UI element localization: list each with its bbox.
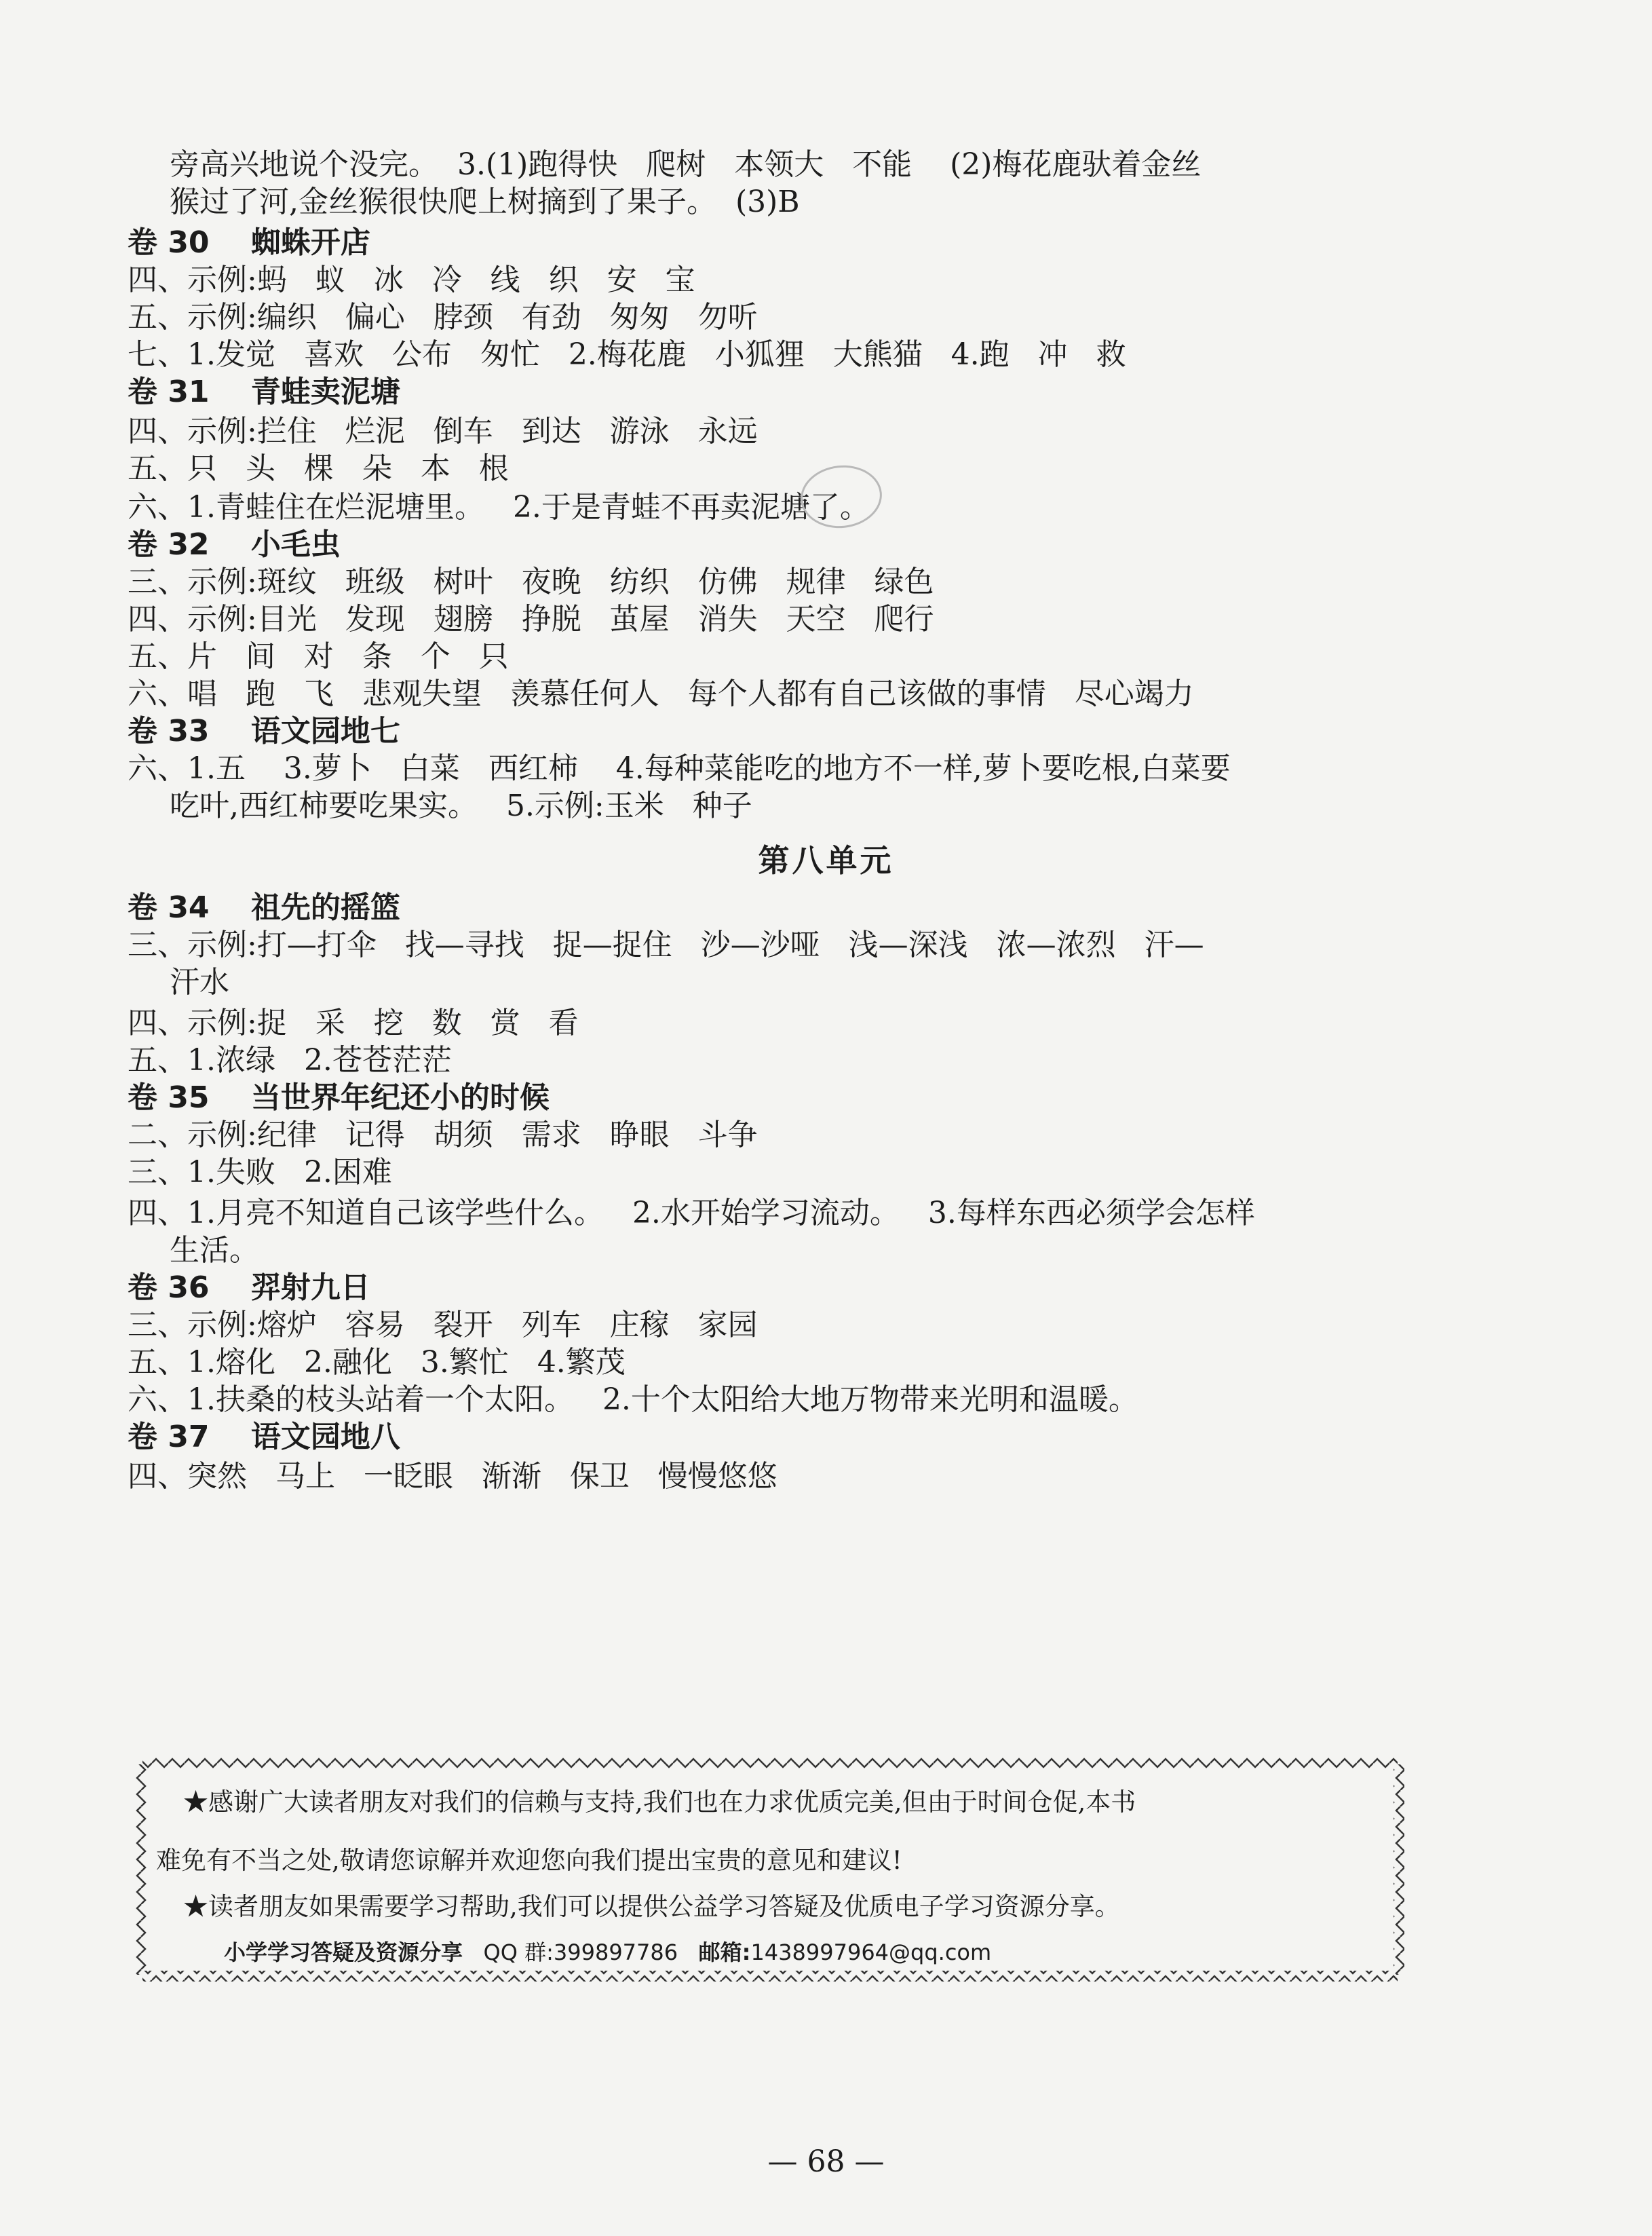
section-heading: 卷 35 当世界年纪还小的时候	[128, 1080, 550, 1115]
answer-line: 六、唱 跑 飞 悲观失望 羡慕任何人 每个人都有自己该做的事情 尽心竭力	[128, 677, 1194, 711]
reader-notice-box	[136, 1758, 1404, 1982]
answer-line: 六、1.扶桑的枝头站着一个太阳。 2.十个太阳给大地万物带来光明和温暖。	[128, 1382, 1138, 1417]
email-label: 邮箱:	[698, 1939, 751, 1965]
answer-line: 四、示例:蚂 蚁 冰 冷 线 织 安 宝	[128, 263, 695, 297]
unit-title: 第八单元	[758, 842, 894, 879]
answer-line: 猴过了河,金丝猴很快爬上树摘到了果子。 (3)B	[170, 185, 800, 219]
answer-line: 六、1.五 3.萝卜 白菜 西红柿 4.每种菜能吃的地方不一样,萝卜要吃根,白菜要	[128, 751, 1231, 786]
section-heading: 卷 31 青蛙卖泥塘	[128, 375, 400, 409]
section-heading: 卷 34 祖先的摇篮	[128, 890, 400, 925]
answer-line: 汗水	[170, 965, 229, 1000]
answer-line: 四、示例:拦住 烂泥 倒车 到达 游泳 永远	[128, 414, 758, 449]
answer-line: 七、1.发觉 喜欢 公布 匆忙 2.梅花鹿 小狐狸 大熊猫 4.跑 冲 救	[128, 337, 1126, 372]
answer-line: 五、只 头 棵 朵 本 根	[128, 451, 509, 486]
answer-line: 三、1.失败 2.困难	[128, 1155, 392, 1190]
answer-line: 生活。	[170, 1233, 259, 1268]
answer-line: 五、1.浓绿 2.苍苍茫茫	[128, 1043, 452, 1078]
answer-line: 吃叶,西红柿要吃果实。 5.示例:玉米 种子	[170, 789, 752, 823]
qq-number: 399897786	[553, 1939, 678, 1965]
answer-line: 三、示例:熔炉 容易 裂开 列车 庄稼 家园	[128, 1308, 758, 1342]
answer-line: 六、1.青蛙住在烂泥塘里。 2.于是青蛙不再卖泥塘了。	[128, 490, 870, 525]
answer-line: 二、示例:纪律 记得 胡须 需求 睁眼 斗争	[128, 1118, 758, 1152]
section-heading: 卷 37 语文园地八	[128, 1420, 400, 1454]
answer-line: 四、突然 马上 一眨眼 渐渐 保卫 慢慢悠悠	[128, 1459, 777, 1494]
answer-line: 四、示例:捉 采 挖 数 赏 看	[128, 1006, 579, 1040]
section-heading: 卷 30 蜘蛛开店	[128, 225, 370, 260]
section-heading: 卷 32 小毛虫	[128, 527, 341, 562]
notice-line-2: 难免有不当之处,敬请您谅解并欢迎您向我们提出宝贵的意见和建议!	[156, 1846, 902, 1875]
answer-line: 四、1.月亮不知道自己该学些什么。 2.水开始学习流动。 3.每样东西必须学会怎样	[128, 1196, 1255, 1230]
notice-line-3: ★读者朋友如果需要学习帮助,我们可以提供公益学习答疑及优质电子学习资源分享。	[183, 1892, 1120, 1921]
email-address: 1438997964@qq.com	[750, 1939, 992, 1965]
answer-line: 旁高兴地说个没完。 3.(1)跑得快 爬树 本领大 不能 (2)梅花鹿驮着金丝	[170, 147, 1202, 182]
section-heading: 卷 36 羿射九日	[128, 1270, 370, 1305]
answer-line: 四、示例:目光 发现 翅膀 挣脱 茧屋 消失 天空 爬行	[128, 602, 934, 637]
answer-line: 五、1.熔化 2.融化 3.繁忙 4.繁茂	[128, 1345, 626, 1380]
contact-label: 小学学习答疑及资源分享	[224, 1939, 463, 1965]
answer-line: 三、示例:打—打伞 找—寻找 捉—捉住 沙—沙哑 浅—深浅 浓—浓烈 汗—	[128, 928, 1204, 962]
page-number: — 68 —	[767, 2144, 885, 2179]
answer-line: 五、片 间 对 条 个 只	[128, 639, 509, 674]
answer-line: 三、示例:斑纹 班级 树叶 夜晚 纺织 仿佛 规律 绿色	[128, 565, 934, 599]
notice-line-1: ★感谢广大读者朋友对我们的信赖与支持,我们也在力求优质完美,但由于时间仓促,本书	[183, 1787, 1136, 1817]
section-heading: 卷 33 语文园地七	[128, 714, 400, 749]
contact-info	[224, 1935, 991, 1967]
answer-line: 五、示例:编织 偏心 脖颈 有劲 匆匆 勿听	[128, 300, 758, 335]
qq-label: QQ 群:	[483, 1939, 554, 1965]
